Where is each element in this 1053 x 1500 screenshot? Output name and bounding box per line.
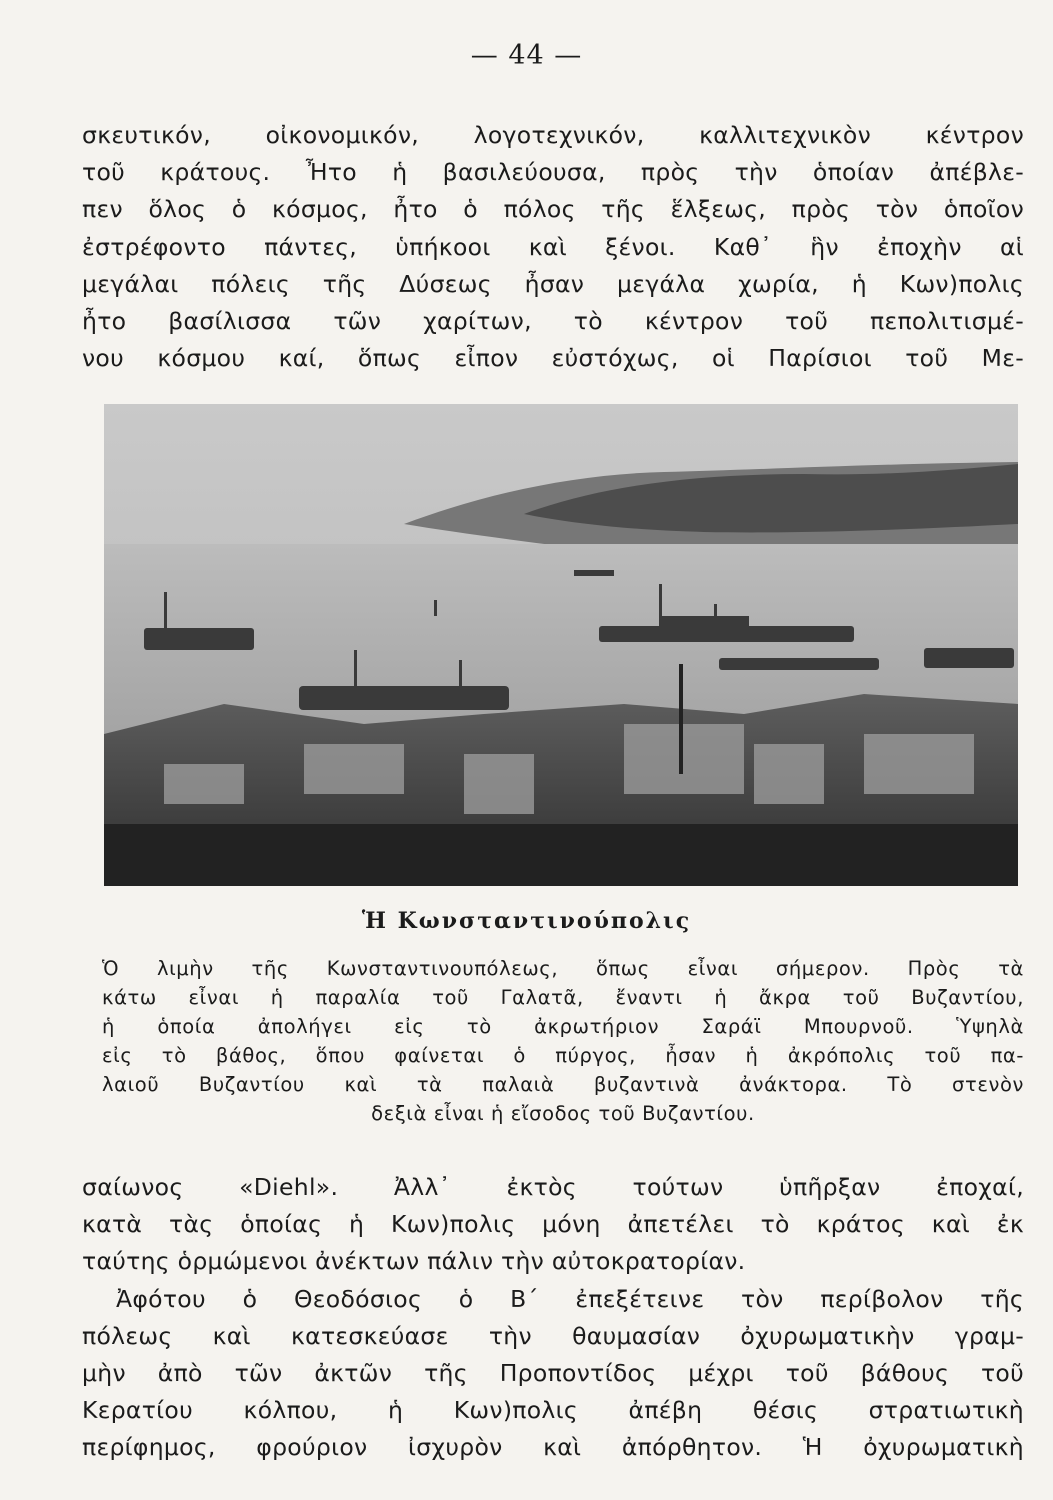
text-line: σαίωνος «Diehl». Ἀλλ᾽ ἐκτὸς τούτων ὑπῆρξαν ἐποχαί, (82, 1173, 1024, 1201)
text-line: μεγάλαι πόλεις τῆς Δύσεως ἦσαν μεγάλα χωρία, ἡ Κων)πολις (82, 269, 1024, 298)
text-line: πεν ὅλος ὁ κόσμος, ἦτο ὁ πόλος τῆς ἕλξεως, πρὸς τὸν ὁποῖον (82, 195, 1024, 224)
top-paragraph (82, 117, 1024, 377)
text-line: ἐστρέφοντο πάντες, ὑπήκοοι καὶ ξένοι. Καθ᾽ ἣν ἐποχὴν αἱ (82, 232, 1024, 261)
caption-line: Ὁ λιμὴν τῆς Κωνσταντινουπόλεως, ὅπως εἶναι σήμερον. Πρὸς τὰ (102, 957, 1024, 980)
text-line: σκευτικόν, οἰκονομικόν, λογοτεχνικόν, καλλιτεχνικὸν κέντρον (82, 121, 1024, 149)
harbor-photograph (104, 404, 1018, 886)
text-line: Ἀφότου ὁ Θεοδόσιος ὁ Β΄ ἐπεξέτεινε τὸν περίβολον τῆς (116, 1284, 1024, 1313)
text-line: μὴν ἀπὸ τῶν ἀκτῶν τῆς Προποντίδος μέχρι τοῦ βάθους τοῦ (82, 1359, 1024, 1388)
text-line: τοῦ κράτους. Ἦτο ἡ βασιλεύουσα, πρὸς τὴν ὁποίαν ἀπέβλε- (82, 158, 1024, 187)
photo-caption (102, 954, 1024, 1128)
bottom-paragraph (82, 1169, 1024, 1467)
photo-caption-title: Ἡ Κωνσταντινούπολις (361, 908, 692, 934)
caption-line: εἰς τὸ βάθος, ὅπου φαίνεται ὁ πύργος, ἦσαν ἡ ἀκρόπολις τοῦ πα- (102, 1044, 1024, 1067)
caption-line: ἡ ὁποία ἀπολήγει εἰς τὸ ἀκρωτήριον Σαράϊ Μπουρνοῦ. Ὑψηλὰ (102, 1015, 1024, 1038)
text-line: Κερατίου κόλπου, ἡ Κων)πολις ἀπέβη θέσις στρατιωτικὴ (82, 1396, 1024, 1425)
text-line: ἦτο βασίλισσα τῶν χαρίτων, τὸ κέντρον τοῦ πεπολιτισμέ- (82, 307, 1024, 336)
text-line: περίφημος, φρούριον ἰσχυρὸν καὶ ἀπόρθητον. Ἡ ὀχυρωματικὴ (82, 1433, 1024, 1462)
text-line: κατὰ τὰς ὁποίας ἡ Κων)πολις μόνη ἀπετέλει τὸ κράτος καὶ ἐκ (82, 1210, 1024, 1239)
text-line: ταύτης ὁρμώμενοι ἀνέκτων πάλιν τὴν αὐτοκρατορίαν. (82, 1247, 746, 1276)
text-line: πόλεως καὶ κατεσκεύασε τὴν θαυμασίαν ὀχυρωματικὴν γραμ- (82, 1321, 1024, 1350)
caption-line: δεξιὰ εἶναι ἡ εἴσοδος τοῦ Βυζαντίου. (371, 1102, 755, 1125)
caption-line: λαιοῦ Βυζαντίου καὶ τὰ παλαιὰ βυζαντινὰ ἀνάκτορα. Τὸ στενὸν (102, 1073, 1024, 1096)
page-number: — 44 — (470, 40, 583, 71)
caption-line: κάτω εἶναι ἡ παραλία τοῦ Γαλατᾶ, ἔναντι ἡ ἄκρα τοῦ Βυζαντίου, (102, 986, 1024, 1009)
text-line: νου κόσμου καί, ὅπως εἶπον εὐστόχως, οἱ Παρίσιοι τοῦ Με- (82, 344, 1024, 373)
